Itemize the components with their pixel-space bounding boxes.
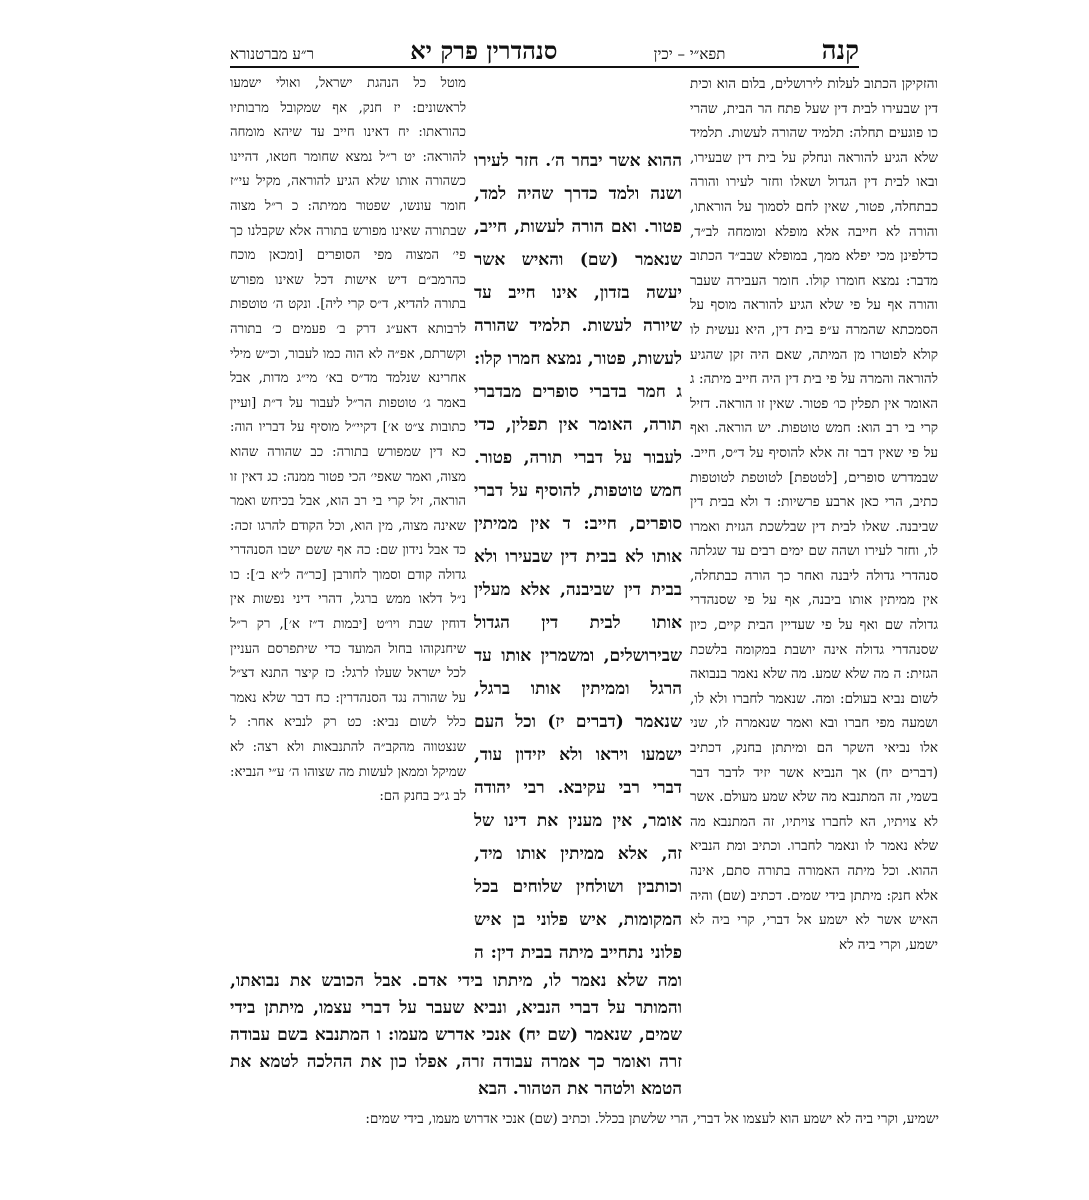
page-header xyxy=(230,36,859,68)
mishnah-bottom-block: ומה שלא נאמר לו, מיתתו בידי אדם. אבל הכובש את נבואתו, והמותר על דברי הנביא, ונביא שעבר על דברי עצמו, מיתתן בידי שמים, שנאמר (שם יח) אנכי אדרש מעמו: ו המתנבא בשם עבודה זרה ואומר כך אמרה עבודה זרה, אפלו כון את ההלכה לטמא את הטמא ולטהר את הטהור. הבא xyxy=(230,971,682,1099)
tractate-title: סנהדרין פרק יא xyxy=(410,36,558,65)
page-number: קנה xyxy=(821,36,859,66)
commentary-title-left: תפא״י – יכין xyxy=(653,45,726,63)
tiferet-yisrael-commentary: מוטל כל הנהגת ישראל, ואולי ישמעו לראשונים: יז חנק, אף שמקובל מרבותיו כהוראתו: יח דאינו חייב עד שיהא מומחה להוראה: יט ר״ל נמצא שחומר חטאו, דהיינו כשהורה אותו שלא הגיע להוראה, מקיל עי״ז חומר עונשו, שפטור ממיתה: כ ר״ל מצוה שבתורה שאינו מפורש בתורה אלא שקבלנו כך פי׳ המצוה מפי הסופרים [ומכאן מוכח כהרמב״ם דיש אישות דכל שאינו מפורש בתורה להדיא, ד״ס קרי ליה]. ונקט ה׳ טוטפות לרבותא דאע״ג דרק ב׳ פעמים כ׳ בתורה וקשרתם, אפ״ה לא הוה כמו לעבור, וכ״ש מילי אחרינא שנלמד מד״ס בא׳ מי״ג מדות, אבל באמר ג׳ טוטפות הר״ל לעבור על ד״ת [ועיין כתובות צ״ט א׳] דקיי״ל מוסיף על דבריו הוה: כא דין שמפורש בתורה: כב שהורה שהוא מצוה, ואמר שאפי׳ הכי פטור ממנה: כג דאין זו הוראה, זיל קרי בי רב הוא, אבל בכיחש ואמר שאינה מצוה, מין הוא, וכל הקודם להרגו זכה: כד אבל נידון שם: כה אף ששם ישבו הסנהדרי גדולה קודם וסמוך לחורבן [כר״ה ל״א ב׳]: כו נ״ל דלאו ממש ברגל, דהרי דיני נפשות אין דוחין שבת ויו״ט [יבמות ד״ז א׳], רק ר״ל שיחנקוהו בחול המועד כדי שיתפרסם העניין לכל ישראל שעלו לרגל: כז קיצר התנא דצ״ל על שהורה נגד הסנהדרין: כח דבר שלא נאמר כלל לשום נביא: כט רק לנביא אחר: ל שנצטווה מהקב״ה להתנבאות ולא רצה: לא שמיקל וממאן לעשות מה שצוהו ה׳ ע״י הנביא: לב ג״כ בחנק הם: xyxy=(230,76,466,805)
mishnah-main-column: ההוא אשר יבחר ה׳. חזר לעירו ושנה ולמד כדרך שהיה למד, פטור. ואם הורה לעשות, חייב, שנאמר (שם) והאיש אשר יעשה בזדון, אינו חייב עד שיורה לעשות. תלמיד שהורה לעשות, פטור, נמצא חמרו קלו: ג חמר בדברי סופרים מבדברי תורה, האומר אין תפלין, כדי לעבור על דברי תורה, פטור. חמש טוטפות, להוסיף על דברי סופרים, חייב: ד אין ממיתין אותו לא בבית דין שבעירו ולא בבית דין שביבנה, אלא מעלין אותו לבית דין הגדול שבירושלים, ומשמרין אותו עד הרגל וממיתין אותו ברגל, שנאמר (דברים יז) וכל העם ישמעו ויראו ולא יזידון עוד, דברי רבי עקיבא. רבי יהודה אומר, אין מענין את דינו של זה, אלא ממיתין אותו מיד, וכותבין ושולחין שלוחים בכל המקומות, איש פלוני בן איש פלוני נתחייב מיתה בבית דין: ה xyxy=(474,151,682,963)
commentary-footer-line: ישמיע, וקרי ביה לא ישמע הוא לעצמו אל דברי, הרי שלשתן בכלל. וכתיב (שם) אנכי אדרוש מעמו, בידי שמים: xyxy=(365,1111,939,1127)
commentary-title-right: ר״ע מברטנורא xyxy=(230,45,314,63)
bartenura-commentary: והזקיקן הכתוב לעלות לירושלים, בלום הוא וכית דין שבעירו לבית דין שעל פתח הר הבית, שהרי כו פוגעים תחלה: תלמיד שהורה לעשות. תלמיד שלא הגיע להוראה ונחלק על בית דין שבעירו, ובאו לבית דין הגדול ושאלו וחזר לעירו והורה כבתחלה, פטור, שאין לחם לסמוך על הוראתו, והורה לא חייבה אלא מופלא ומומחה לב״ד, כדלפינן מכי יפלא ממך, במופלא שבב״ד הכתוב מדבר: נמצא חומרו קולו. חומר העבירה שעבר והורה אף על פי שלא הגיע להוראה מוסף על הסמכתא שהמרה ע״פ בית דין, היא נעשית לו קולא לפוטרו מן המיתה, שאם היה זקן שהגיע להוראה והמרה על פי בית דין היה חייב מיתה: ג האומר אין תפלין כו׳ פטור. שאין זו הוראה. דזיל קרי בי רב הוא: חמש טוטפות. יש הוראה. ואף על פי שאין דבר זה אלא להוסיף על ד״ס, חייב. שבמדרש סופרים, [לטטפת] לטוטפת לטוטפות כתיב, הרי כאן ארבע פרשיות: ד ולא בבית דין שביבנה. שאלו לבית דין שבלשכת הגזית ואמרו לו, וחזר לעירו ושהה שם ימים רבים עד שגלתה סנהדרי גדולה ליבנה ואחר כך הורה כבתחלה, אין ממיתין אותו ביבנה, אף על פי שסנהדרי גדולה שם ואף על פי שעדיין הבית קיים, כיון שסנהדרי גדולה אינה יושבת במקומה בלשכת הגזית: ה מה שלא שמע. מה שלא נאמר בנבואה לשום נביא בעולם: ומה. שנאמר לחברו ולא לו, ושמעה מפי חברו ובא ואמר שנאמרה לו, שני אלו נביאי השקר הם ומיתתן בחנק, דכתיב (דברים יח) אך הנביא אשר יזיד לדבר דבר בשמי, זה המתנבא מה שלא שמע מעולם. אשר לא צויתיו, הא לחברו צויתיו, זה המתנבא מה שלא נאמר לו ונאמר לחברו. וכתיב ומת הנביא ההוא. וכל מיתה האמורה בתורה סתם, אינה אלא חנק: מיתתן בידי שמים. דכתיב (שם) והיה האיש אשר לא ישמע אל דברי, קרי ביה לא ישמע, וקרי ביה לא xyxy=(690,76,938,953)
